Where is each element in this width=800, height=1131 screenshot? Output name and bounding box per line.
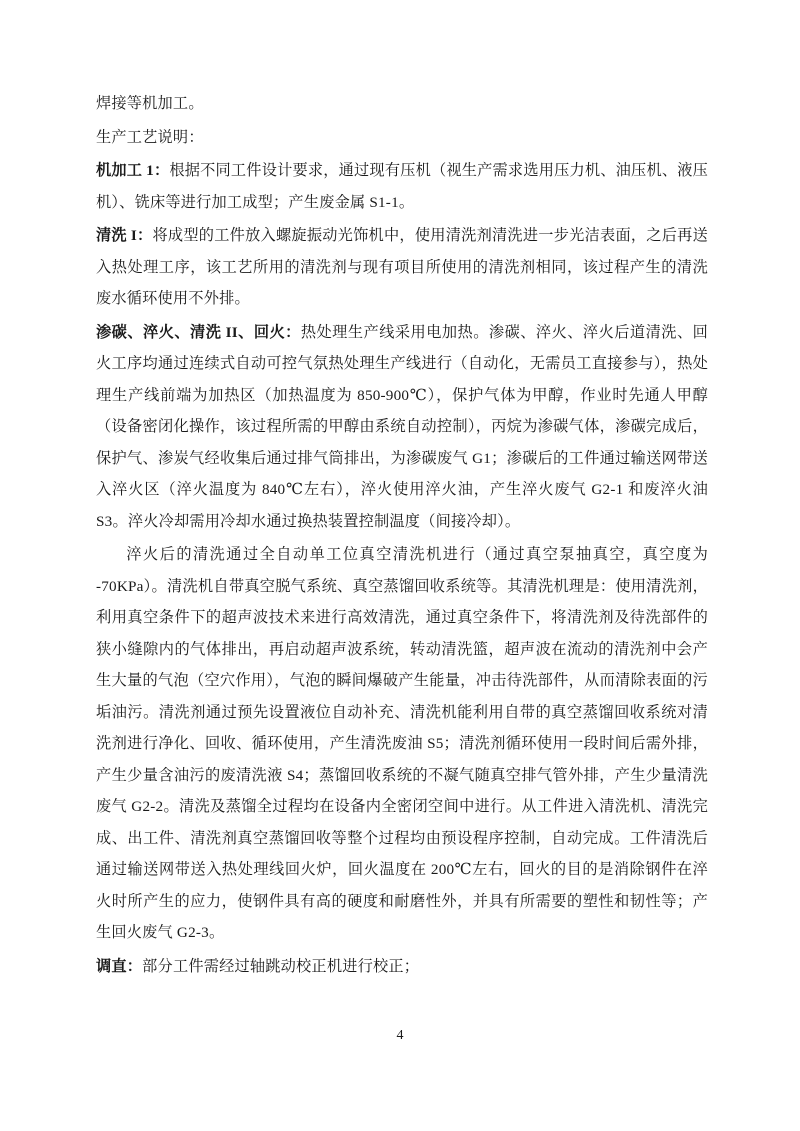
paragraph-text: 淬火后的清洗通过全自动单工位真空清洗机进行（通过真空泵抽真空，真空度为 -70KPa）。清洗机自带真空脱气系统、真空蒸馏回收系统等。其清洗机理是：使用清洗剂，利用真空条件下的超声波技术来进行高效清洗，通过真空条件下，将清洗剂及待洗部件的狭小缝隙内的气体排出，再启动超声波系统，转动清洗篮，超声波在流动的清洗剂中会产生大量的气泡（空穴作用），气泡的瞬间爆破产生能量，冲击待洗部件，从而清除表面的污垢油污。清洗剂通过预先设置液位自动补充、清洗机能利用自带的真空蒸馏回收系统对清洗剂进行净化、回收、循环使用，产生清洗废油 S5；清洗剂循环使用一段时间后需外排，产生少量含油污的废清洗液 S4；蒸馏回收系统的不凝气随真空排气管外排，产生少量清洗废气 G2-2。清洗及蒸馏全过程均在设备内全密闭空间中进行。从工件进入清洗机、清洗完成、出工件、清洗剂真空蒸馏回收等整个过程均由预设程序控制，自动完成。工件清洗后通过输送网带送入热处理线回火炉，回火温度在 200℃左右，回火的目的是消除钢件在淬火时所产生的应力，使钢件具有高的硬度和耐磨性外，并具有所需要的塑性和韧性等；产生回火废气 G2-3。	[96, 546, 708, 941]
paragraph-lead: 清洗 I：	[96, 227, 153, 244]
paragraph	[96, 88, 708, 120]
paragraph	[96, 317, 708, 538]
paragraph-text: 热处理生产线采用电加热。渗碳、淬火、淬火后道清洗、回火工序均通过连续式自动可控气氛热处理生产线进行（自动化，无需员工直接参与），热处理生产线前端为加热区（加热温度为 850-900℃），保护气体为甲醇，作业时先通人甲醇（设备密闭化操作，该过程所需的甲醇由系统自动控制），丙烷为渗碳气体，渗碳完成后，保护气、渗炭气经收集后通过排气筒排出，为渗碳废气 G1；渗碳后的工件通过输送网带送入淬火区（淬火温度为 840℃左右），淬火使用淬火油，产生淬火废气 G2-1 和废淬火油 S3。淬火冷却需用冷却水通过换热装置控制温度（间接冷却）。	[96, 323, 709, 530]
paragraph-text: 将成型的工件放入螺旋振动光饰机中，使用清洗剂清洗进一步光洁表面，之后再送入热处理工序，该工艺所用的清洗剂与现有项目所使用的清洗剂相同，该过程产生的清洗废水循环使用不外排。	[96, 227, 708, 307]
paragraph-text: 部分工件需经过轴跳动校正机进行校正；	[142, 957, 420, 975]
page-number: 4	[396, 1028, 404, 1043]
paragraph-lead: 渗碳、淬火、清洗 II、回火：	[96, 323, 301, 341]
paragraph	[96, 220, 708, 315]
paragraph	[96, 155, 708, 218]
paragraph	[96, 951, 708, 983]
page-body	[96, 88, 708, 984]
paragraph-text: 生产工艺说明：	[96, 128, 204, 146]
paragraph	[96, 539, 708, 949]
paragraph	[96, 122, 708, 154]
paragraph-lead: 调直：	[96, 957, 143, 975]
paragraph-text: 根据不同工件设计要求，通过现有压机（视生产需求选用压力机、油压机、液压机）、铣床等进行加工成型；产生废金属 S1-1。	[96, 162, 709, 211]
paragraph-text: 焊接等机加工。	[96, 95, 204, 112]
paragraph-lead: 机加工 1：	[96, 162, 170, 179]
